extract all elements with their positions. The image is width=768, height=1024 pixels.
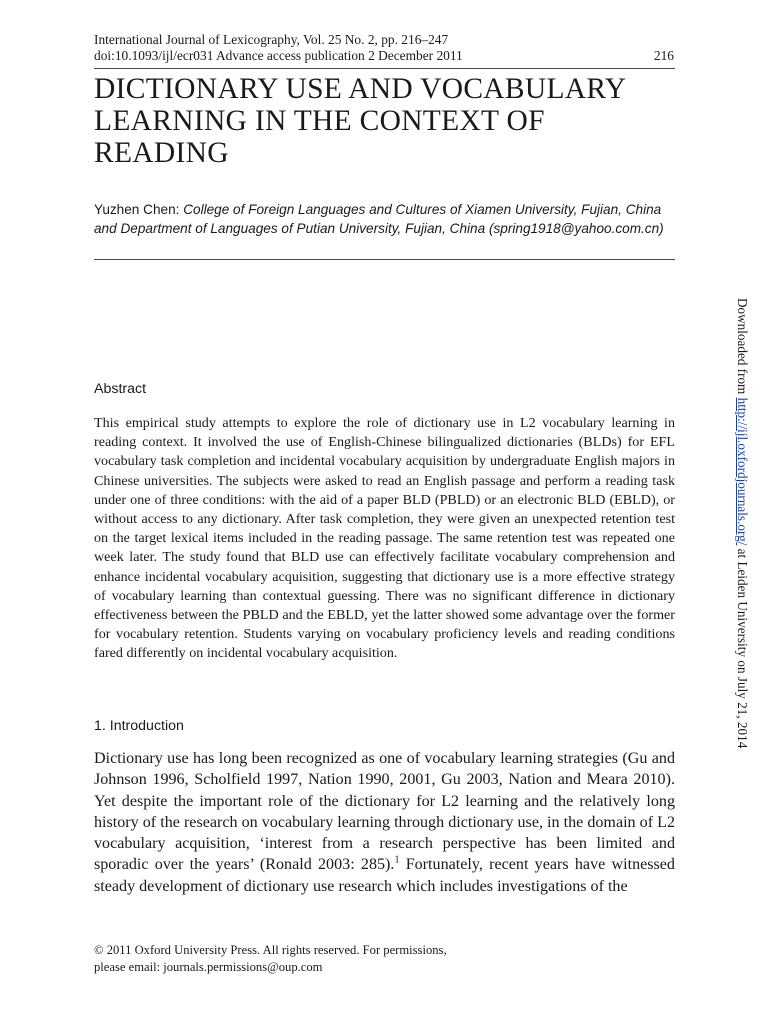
author-affiliation: College of Foreign Languages and Cultures of Xiamen University, Fujian, China and Department of Languages of Putian University, Fujian, China (spring1918@yahoo.com.cn) xyxy=(94,202,664,236)
introduction-heading: 1. Introduction xyxy=(94,718,184,734)
doi-text: doi:10.1093/ijl/ecr031 Advance access publication 2 December 2011 xyxy=(94,48,463,63)
author-block xyxy=(94,200,679,238)
abstract-heading: Abstract xyxy=(94,381,147,397)
copyright-footer xyxy=(94,942,594,976)
footnote-marker[interactable]: 1 xyxy=(394,855,400,867)
journal-link[interactable]: http://ijl.oxfordjournals.org/ xyxy=(735,397,750,546)
journal-citation: International Journal of Lexicography, Vol. 25 No. 2, pp. 216–247 xyxy=(94,32,449,47)
header-rule xyxy=(94,68,675,69)
page-number: 216 xyxy=(653,48,674,63)
article-title: DICTIONARY USE AND VOCABULARY LEARNING IN THE CONTEXT OF READING xyxy=(94,73,626,169)
author-rule xyxy=(94,259,675,260)
abstract-text: This empirical study attempts to explore the role of dictionary use in L2 vocabulary learning in reading context. It involved the use of English-Chinese bilingualized dictionaries (BLDs) for EFL vocabulary task completion and incidental vocabulary acquisition by undergraduate English majors in Chinese universities. The subjects were asked to read an English passage and perform a reading task under one of three conditions: with the aid of a paper BLD (PBLD) or an electronic BLD (EBLD), or without access to any dictionary. After task completion, they were given an unexpected retention test on the target lexical items included in the reading passage. The same retention test was repeated one week later. The study found that BLD use can effectively facilitate vocabulary comprehension and enhance incidental vocabulary acquisition, suggesting that dictionary use is a more effective strategy of vocabulary learning than contextual guessing. There was no significant difference in dictionary effectiveness between the PBLD and the EBLD, yet the latter showed some advantage over the former for vocabulary retention. Students varying on vocabulary proficiency levels and reading conditions fared differently on incidental vocabulary acquisition. xyxy=(94,415,675,662)
intro-text-part1: Dictionary use has long been recognized as one of vocabulary learning strategies (Gu and Johnson 1996, Scholfield 1997, Nation 1990, 2001, Gu 2003, Nation and Meara 2010). Yet despite the important role of the dictionary for L2 learning and the relatively long history of the research on vocabulary learning through dictionary use, in the domain of L2 vocabulary acquisition, ‘interest from a research perspective has been limited and sporadic over the years’ (Ronald 2003: 285). xyxy=(94,750,675,874)
doi-line xyxy=(94,47,674,64)
copyright-line: © 2011 Oxford University Press. All rights reserved. For permissions, xyxy=(94,943,447,957)
download-suffix: at Leiden University on July 21, 2014 xyxy=(735,545,750,749)
author-name: Yuzhen Chen: xyxy=(94,202,180,217)
download-watermark xyxy=(735,298,749,748)
introduction-text xyxy=(94,748,675,897)
download-prefix: Downloaded from xyxy=(735,298,750,398)
intro-text-part2: Fortunately, recent years have witnessed steady development of dictionary use research which includes investigations of the xyxy=(94,856,675,895)
permissions-email: please email: journals.permissions@oup.com xyxy=(94,960,323,974)
